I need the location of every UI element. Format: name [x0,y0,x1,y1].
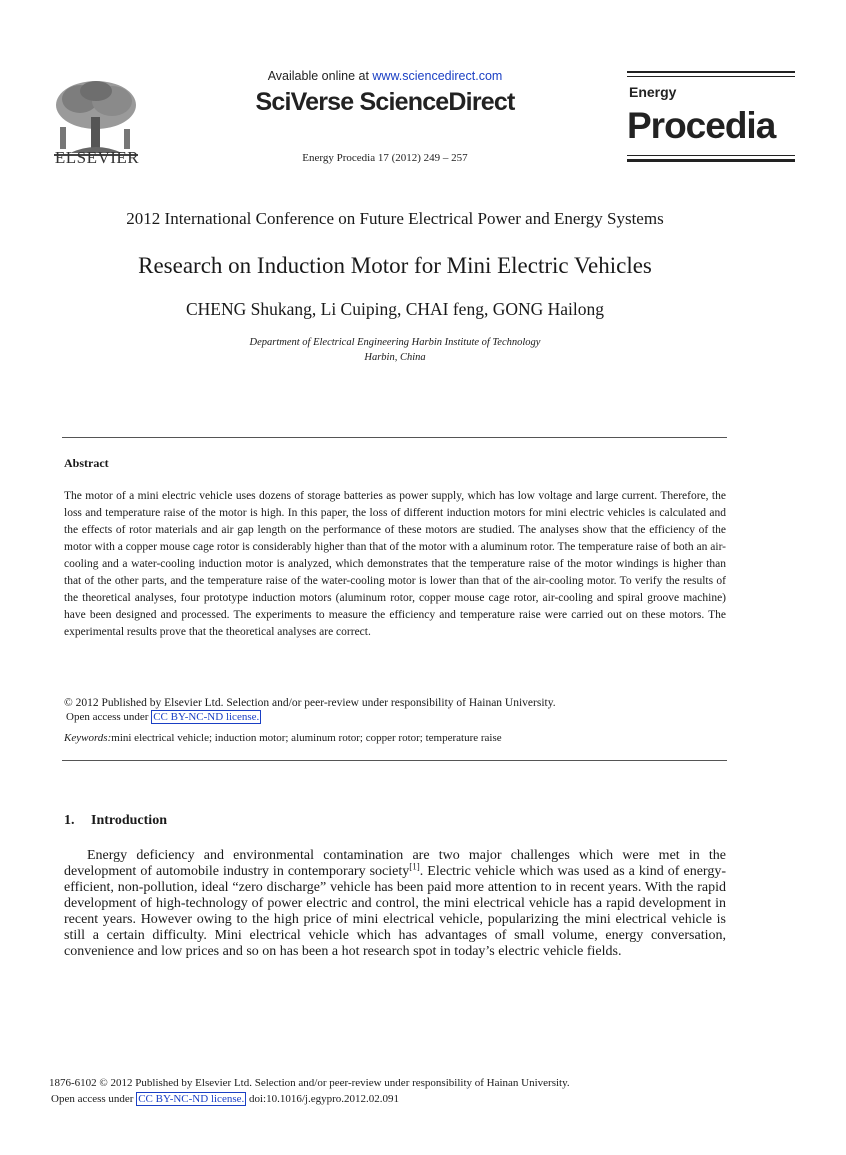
sciencedirect-link[interactable]: www.sciencedirect.com [372,69,503,83]
open-access-line [66,711,261,723]
license-link[interactable]: CC BY-NC-ND license. [153,711,260,723]
footer-open-access-prefix: Open access under [51,1093,137,1105]
keywords-text: mini electrical vehicle; induction motor; aluminum rotor; copper rotor; temperature raise [111,732,502,744]
section-number: 1. [64,813,75,828]
intro-text-part2: . Electric vehicle which was used as a kind of energy-efficient, non-pollution, ideal “zero discharge” vehicle has been paid more attention to in recent years. With the rapid development of high-technology of power electric and control, the mini electrical vehicle has a rapid development in recent years. However owing to the high price of mini electrical vehicle, popularizing the mini electrical vehicle is still a certain difficulty. Mini electrical vehicle which has advantages of small volume, energy conversation, convenience and low prices and so on has been a hot research spot in today’s electric vehicle fields. [64,864,726,959]
publisher-wordmark: ELSEVIER [54,148,140,167]
journal-logo [627,71,795,163]
abstract-heading: Abstract [64,456,109,470]
section-title: Introduction [91,813,167,828]
affiliation-city: Harbin, China [364,352,426,363]
abstract-top-rule [62,437,727,438]
footer-open-access [51,1093,399,1105]
authors: CHENG Shukang, Li Cuiping, CHAI feng, GONG Hailong [185,299,605,319]
introduction-paragraph [64,848,726,960]
available-online [190,69,580,83]
abstract-bottom-rule [62,760,727,761]
section-heading-introduction [64,813,167,829]
logo-rule-bottom [627,159,795,162]
logo-rule-top [627,71,795,73]
platform-wordmark: SciVerse ScienceDirect [255,88,515,116]
journal-logo-procedia: Procedia [627,105,776,146]
keywords-label: Keywords: [64,732,112,744]
available-prefix: Available online at [267,69,373,83]
logo-rule-top-thin [627,76,795,77]
paper-title: Research on Induction Motor for Mini Electric Vehicles [138,253,652,278]
copyright-line: © 2012 Published by Elsevier Ltd. Selection and/or peer-review under responsibility of Hainan University. [64,697,556,709]
affiliation-department: Department of Electrical Engineering Harbin Institute of Technology [249,337,541,348]
keywords-line [64,732,502,744]
intro-text-part1: Energy deficiency and environmental contamination are two major challenges which were met in the development of automobile industry in contemporary society [64,848,726,879]
logo-rule-bottom-thin [627,155,795,156]
footer-license-link[interactable]: CC BY-NC-ND license. [138,1093,245,1105]
conference-name: 2012 International Conference on Future Electrical Power and Energy Systems [126,209,664,228]
citation-ref[interactable]: [1] [409,861,420,872]
abstract-body: The motor of a mini electric vehicle uses dozens of storage batteries as power supply, which has low voltage and large current. Therefore, the loss and temperature raise of the motor is high. In this paper, the loss of different induction motors for mini electric vehicles is calculated and the effects of rotor materials and air gap length on the performance of these motors are studied. The analyses show that the efficiency of the motor with a copper mouse cage rotor is considerably higher than that of the motor with a aluminum rotor. The temperature raise of both an air-cooling and a water-cooling induction motor is analyzed, which demonstrates that the temperature raise of the motor windings is higher than that of the other parts, and the temperature raise of the water-cooling motor is lower than that of the air-cooling motor. To verify the results of the theoretical analyses, four prototype induction motors (aluminum rotor, copper mouse cage rotor, air-cooling and spiral groove machine) have been designed and processed. The experiments to measure the efficiency and temperature raise were carried out on these motors. The experimental results prove that the theoretical analyses are correct. [64,490,726,638]
footer-copyright: 1876-6102 © 2012 Published by Elsevier Ltd. Selection and/or peer-review under responsibility of Hainan University. [49,1077,570,1089]
open-access-prefix: Open access under [66,711,152,723]
journal-reference: Energy Procedia 17 (2012) 249 – 257 [302,152,468,164]
footer-doi: doi:10.1016/j.egypro.2012.02.091 [246,1093,400,1105]
journal-logo-energy: Energy [629,84,677,100]
